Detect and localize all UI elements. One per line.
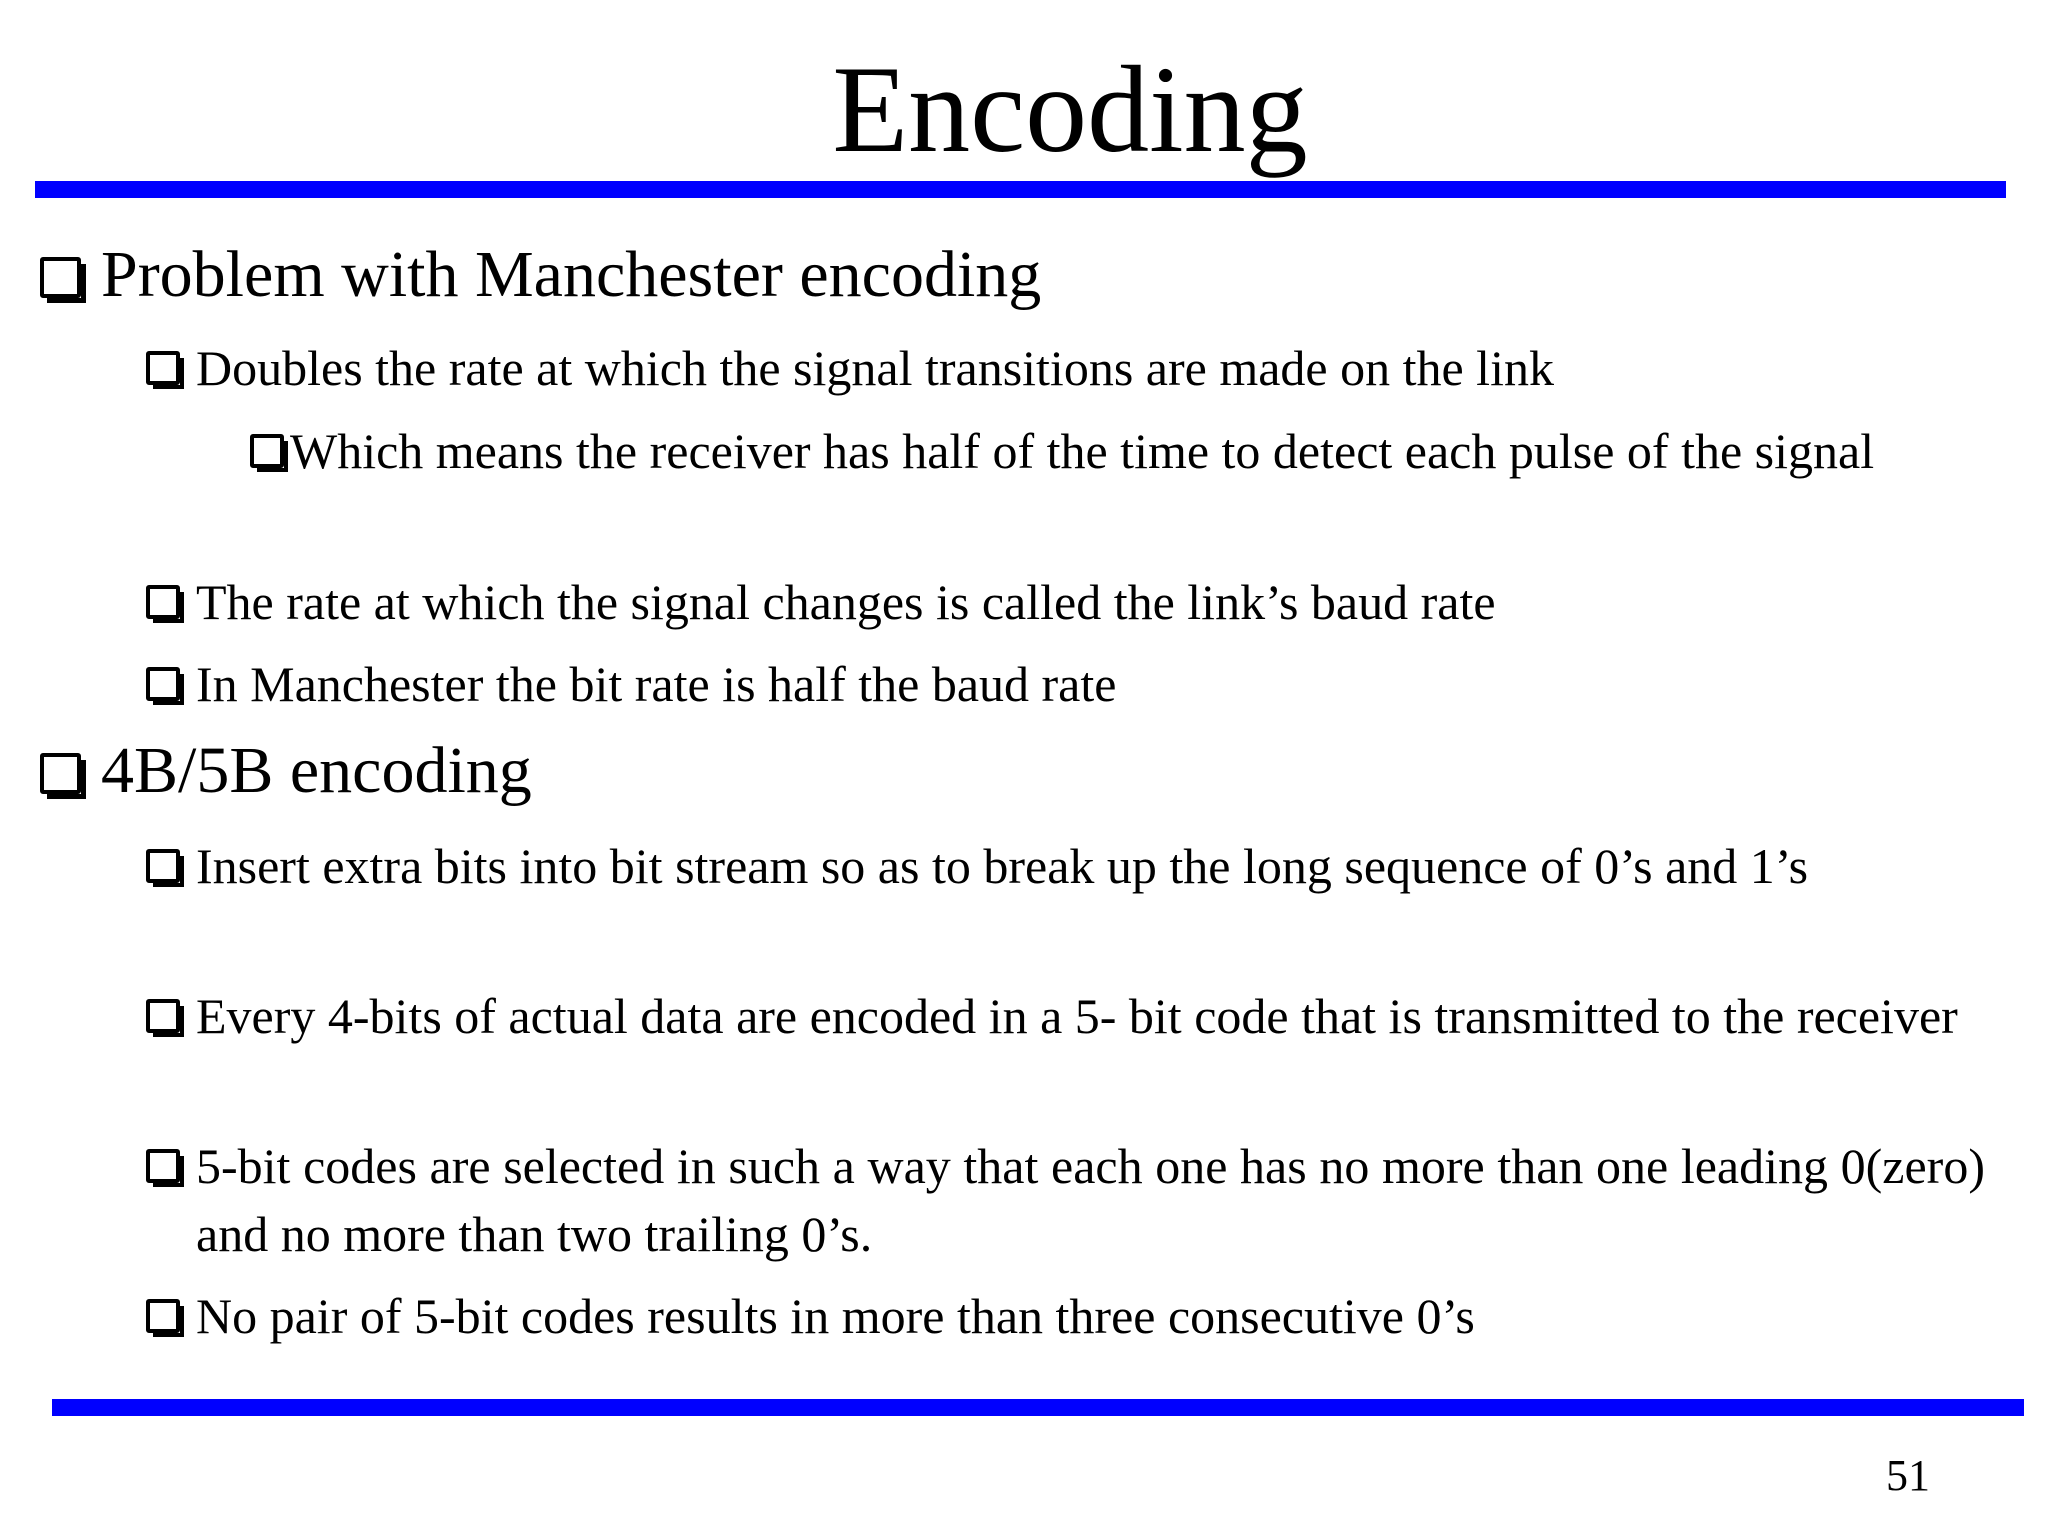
bullet-text: No pair of 5-bit codes results in more than three consecutive 0’s — [196, 1288, 1475, 1344]
square-bullet-icon — [146, 667, 180, 701]
bullet-section-manchester — [40, 235, 1041, 315]
bullet-text: Which means the receiver has half of the time to detect each pulse of the signal — [290, 423, 1875, 479]
bullet-text: In Manchester the bit rate is half the baud rate — [196, 656, 1117, 712]
square-bullet-icon — [146, 1149, 180, 1183]
square-bullet-icon — [146, 999, 180, 1033]
bullet-point — [146, 650, 1116, 718]
section-heading: Problem with Manchester encoding — [101, 238, 1042, 311]
bullet-text: Every 4-bits of actual data are encoded in a 5- bit code that is transmitted to the receiver — [196, 988, 1958, 1044]
bullet-point — [250, 417, 1985, 485]
square-bullet-icon — [250, 434, 284, 468]
section-heading: 4B/5B encoding — [101, 734, 532, 807]
bullet-text: The rate at which the signal changes is called the link’s baud rate — [196, 574, 1496, 630]
bullet-point — [146, 568, 1496, 636]
square-bullet-icon — [40, 753, 81, 794]
bullet-text: 5-bit codes are selected in such a way that each one has no more than one leading 0(zero) and no more than two trailing 0’s. — [196, 1138, 1985, 1262]
square-bullet-icon — [146, 585, 180, 619]
square-bullet-icon — [40, 257, 81, 298]
slide-title: Encoding — [832, 41, 1308, 178]
title-divider — [35, 181, 2006, 198]
bullet-text: Insert extra bits into bit stream so as to break up the long sequence of 0’s and 1’s — [196, 838, 1809, 894]
bullet-text: Doubles the rate at which the signal transitions are made on the link — [196, 340, 1554, 396]
bullet-point — [146, 832, 1985, 900]
bullet-point — [146, 1282, 1475, 1350]
bullet-point — [146, 1132, 1985, 1268]
footer-divider — [52, 1399, 2024, 1416]
square-bullet-icon — [146, 849, 180, 883]
bullet-point — [146, 982, 1985, 1050]
square-bullet-icon — [146, 351, 180, 385]
bullet-point — [146, 334, 1554, 402]
square-bullet-icon — [146, 1299, 180, 1333]
bullet-section-4b5b — [40, 731, 532, 811]
page-number: 51 — [1886, 1451, 1930, 1500]
